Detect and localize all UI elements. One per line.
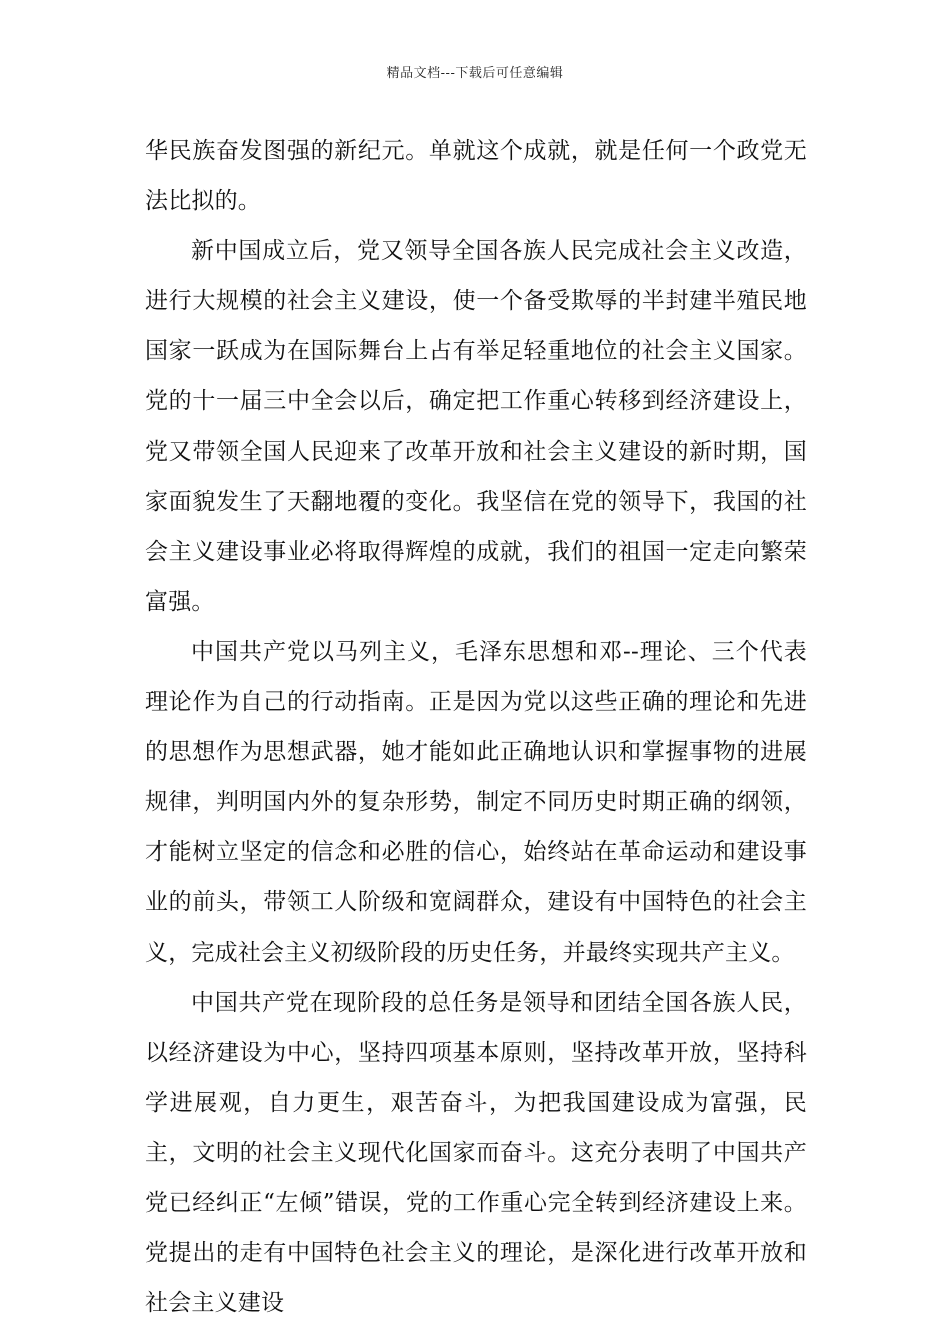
paragraph-guiding-theory: 中国共产党以马列主义，毛泽东思想和邓--理论、三个代表理论作为自己的行动指南。正是因为党以这些正确的理论和先进的思想作为思想武器，她才能如此正确地认识和掌握事物的进展规律，判明国内外的复杂形势，制定不同历史时期正确的纲领，才能树立坚定的信念和必胜的信心，始终站在革命运动和建设事业的前头，带领工人阶级和宽阔群众，建设有中国特色的社会主义，完成社会主义初级阶段的历史任务，并最终实现共产主义。	[145, 638, 807, 966]
page-header: 精品文档---下载后可任意编辑	[386, 66, 564, 81]
document-body	[145, 126, 807, 1328]
paragraph-continuation: 华民族奋发图强的新纪元。单就这个成就，就是任何一个政党无法比拟的。	[145, 138, 807, 215]
paragraph-new-china: 新中国成立后，党又领导全国各族人民完成社会主义改造，进行大规模的社会主义建设，使一个备受欺辱的半封建半殖民地国家一跃成为在国际舞台上占有举足轻重地位的社会主义国家。党的十一届三中全会以后，确定把工作重心转移到经济建设上，党又带领全国人民迎来了改革开放和社会主义建设的新时期，国家面貌发生了天翻地覆的变化。我坚信在党的领导下，我国的社会主义建设事业必将取得辉煌的成就，我们的祖国一定走向繁荣富强。	[145, 238, 807, 615]
paragraph-current-task: 中国共产党在现阶段的总任务是领导和团结全国各族人民，以经济建设为中心，坚持四项基本原则，坚持改革开放，坚持科学进展观，自力更生，艰苦奋斗，为把我国建设成为富强，民主，文明的社会主义现代化国家而奋斗。这充分表明了中国共产党已经纠正“左倾”错误，党的工作重心完全转到经济建设上来。党提出的走有中国特色社会主义的理论，是深化进行改革开放和社会主义建设	[145, 989, 807, 1317]
